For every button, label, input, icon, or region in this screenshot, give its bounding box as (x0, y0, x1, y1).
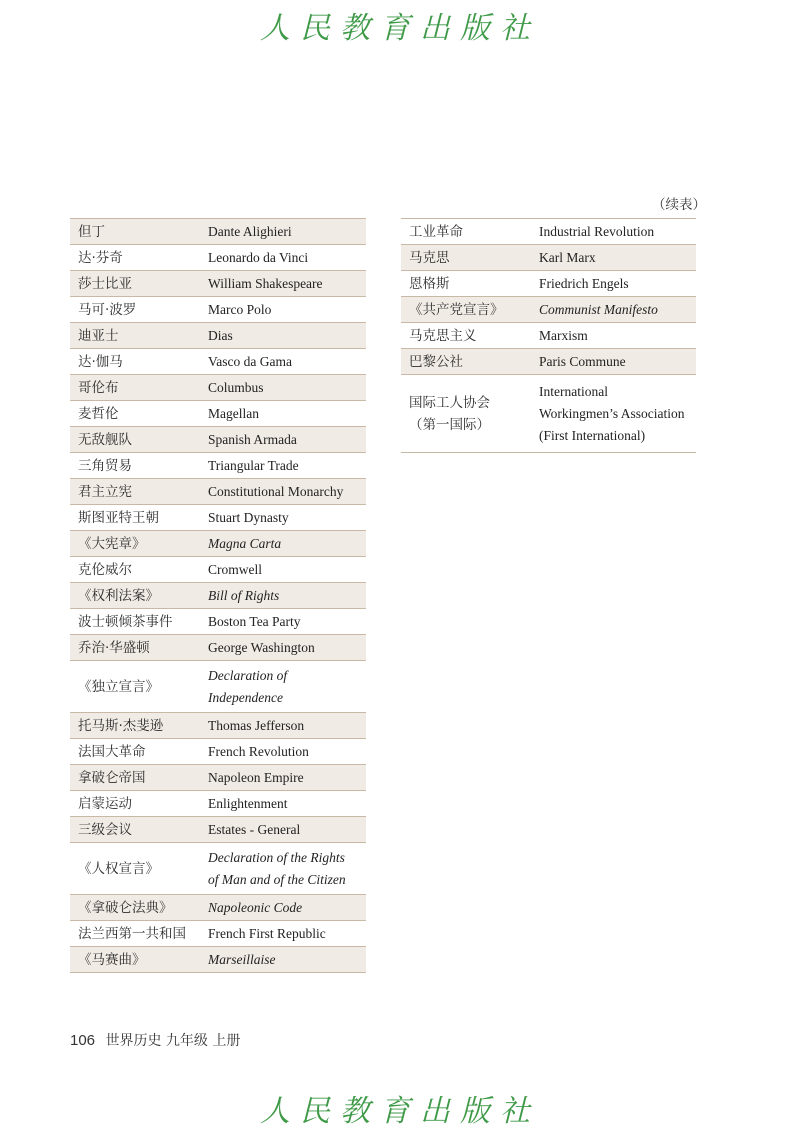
table-row (70, 609, 366, 635)
table-row (70, 453, 366, 479)
term-english: Paris Commune (539, 349, 696, 375)
glossary-table-right (401, 218, 696, 453)
term-chinese: 《拿破仑法典》 (70, 895, 208, 921)
term-english: Magna Carta (208, 531, 366, 557)
table-row (70, 375, 366, 401)
term-chinese-line: 国际工人协会 (409, 394, 490, 411)
term-chinese: 波士顿倾茶事件 (70, 609, 208, 635)
page-footer (70, 1030, 240, 1050)
term-english: Napoleon Empire (208, 765, 366, 791)
term-english-line: Declaration of the Rights (208, 849, 345, 865)
term-english: French First Republic (208, 921, 366, 947)
term-english: Communist Manifesto (539, 297, 696, 323)
table-row (401, 349, 696, 375)
term-english: Enlightenment (208, 791, 366, 817)
term-chinese: 君主立宪 (70, 479, 208, 505)
table-row (70, 401, 366, 427)
term-chinese: 《共产党宣言》 (401, 297, 539, 323)
table-row (401, 297, 696, 323)
term-chinese: 达·芬奇 (70, 245, 208, 271)
term-chinese: 莎士比亚 (70, 271, 208, 297)
table-row (70, 479, 366, 505)
term-chinese: 《马赛曲》 (70, 947, 208, 973)
term-english: George Washington (208, 635, 366, 661)
term-english (539, 375, 696, 453)
term-chinese: 法兰西第一共和国 (70, 921, 208, 947)
term-english: Karl Marx (539, 245, 696, 271)
table-row (70, 739, 366, 765)
table-row (70, 557, 366, 583)
term-english: Estates - General (208, 817, 366, 843)
term-english-line: of Man and of the Citizen (208, 871, 346, 887)
term-english: Spanish Armada (208, 427, 366, 453)
term-english: Marseillaise (208, 947, 366, 973)
term-chinese: 拿破仑帝国 (70, 765, 208, 791)
table-row (70, 947, 366, 973)
term-english-line: (First International) (539, 427, 646, 443)
term-chinese: 工业革命 (401, 219, 539, 245)
glossary-table-left (70, 218, 366, 973)
term-english: Columbus (208, 375, 366, 401)
table-row (70, 271, 366, 297)
table-row (70, 427, 366, 453)
term-chinese-line: （第一国际） (409, 416, 490, 433)
term-english: Marxism (539, 323, 696, 349)
term-english-line: Workingmen’s Association (539, 405, 685, 421)
term-chinese: 马克思 (401, 245, 539, 271)
table-row (70, 765, 366, 791)
term-english: Thomas Jefferson (208, 713, 366, 739)
term-chinese: 乔治·华盛顿 (70, 635, 208, 661)
table-row (70, 635, 366, 661)
term-english: William Shakespeare (208, 271, 366, 297)
publisher-watermark-top: 人民教育出版社 (260, 11, 540, 46)
table-row (70, 921, 366, 947)
table-row (70, 791, 366, 817)
term-english: Marco Polo (208, 297, 366, 323)
term-chinese: 《大宪章》 (70, 531, 208, 557)
term-english: Industrial Revolution (539, 219, 696, 245)
term-english: Vasco da Gama (208, 349, 366, 375)
term-chinese: 马可·波罗 (70, 297, 208, 323)
publisher-watermark-bottom: 人民教育出版社 (260, 1094, 540, 1129)
term-chinese: 巴黎公社 (401, 349, 539, 375)
term-chinese (401, 375, 539, 453)
term-english: Magellan (208, 401, 366, 427)
table-row (70, 661, 366, 713)
table-row (70, 895, 366, 921)
term-english: Bill of Rights (208, 583, 366, 609)
term-chinese: 托马斯·杰斐逊 (70, 713, 208, 739)
book-title: 世界历史 九年级 上册 (105, 1033, 241, 1049)
table-row (70, 245, 366, 271)
term-english: Stuart Dynasty (208, 505, 366, 531)
term-chinese: 克伦威尔 (70, 557, 208, 583)
term-chinese: 法国大革命 (70, 739, 208, 765)
term-chinese: 三角贸易 (70, 453, 208, 479)
table-row (70, 583, 366, 609)
table-row (70, 843, 366, 895)
term-english: Cromwell (208, 557, 366, 583)
term-chinese: 哥伦布 (70, 375, 208, 401)
term-chinese: 《人权宣言》 (70, 843, 208, 895)
term-english (208, 843, 366, 895)
table-row (401, 219, 696, 245)
table-row (401, 271, 696, 297)
term-chinese: 斯图亚特王朝 (70, 505, 208, 531)
table-row (70, 297, 366, 323)
term-english: Dante Alighieri (208, 219, 366, 245)
table-row (70, 505, 366, 531)
term-english: Triangular Trade (208, 453, 366, 479)
table-row (70, 349, 366, 375)
term-english: Napoleonic Code (208, 895, 366, 921)
term-english: Boston Tea Party (208, 609, 366, 635)
term-chinese: 《独立宣言》 (70, 661, 208, 713)
term-chinese: 马克思主义 (401, 323, 539, 349)
table-row (70, 323, 366, 349)
table-row (401, 323, 696, 349)
term-chinese: 迪亚士 (70, 323, 208, 349)
term-chinese: 无敌舰队 (70, 427, 208, 453)
term-english: Leonardo da Vinci (208, 245, 366, 271)
term-english: Constitutional Monarchy (208, 479, 366, 505)
term-chinese: 三级会议 (70, 817, 208, 843)
continued-label: （续表） (652, 197, 706, 213)
term-english (208, 661, 366, 713)
term-chinese: 《权利法案》 (70, 583, 208, 609)
term-chinese: 但丁 (70, 219, 208, 245)
term-english: Dias (208, 323, 366, 349)
term-english-line: Independence (208, 689, 283, 705)
term-english: French Revolution (208, 739, 366, 765)
table-row (70, 713, 366, 739)
page-number: 106 (70, 1032, 96, 1049)
table-row (401, 245, 696, 271)
table-row (401, 375, 696, 453)
term-english-line: Declaration of (208, 667, 288, 683)
table-row (70, 219, 366, 245)
term-chinese: 启蒙运动 (70, 791, 208, 817)
term-english: Friedrich Engels (539, 271, 696, 297)
term-chinese: 麦哲伦 (70, 401, 208, 427)
term-chinese: 恩格斯 (401, 271, 539, 297)
term-english-line: International (539, 383, 608, 399)
table-row (70, 817, 366, 843)
table-row (70, 531, 366, 557)
term-chinese: 达·伽马 (70, 349, 208, 375)
